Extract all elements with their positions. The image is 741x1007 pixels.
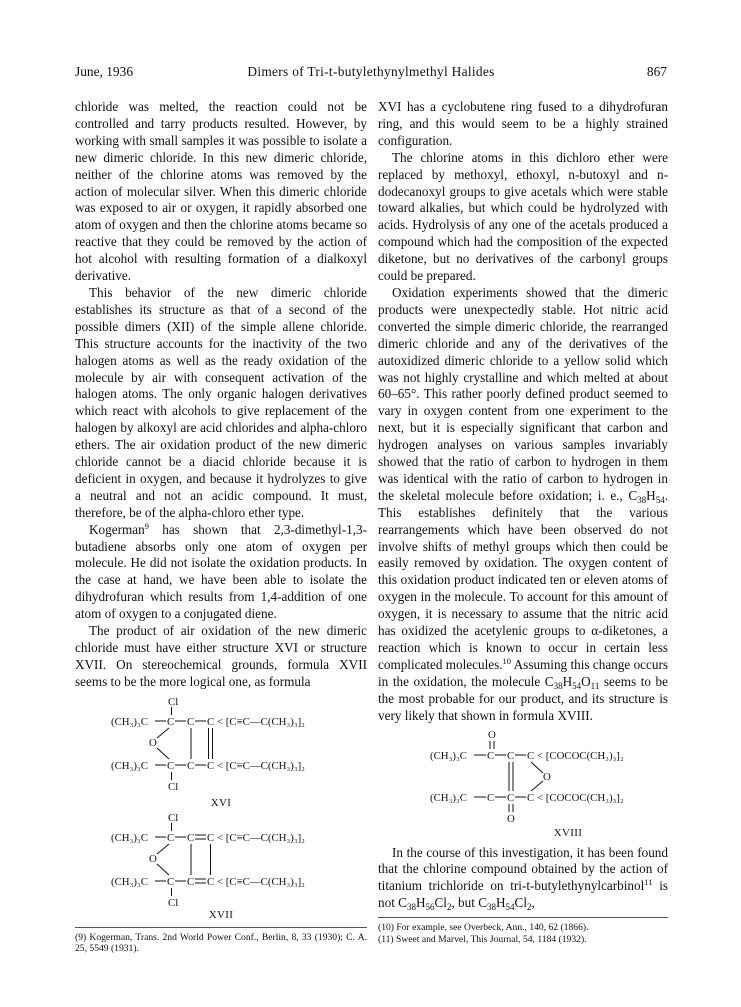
formula-xvii-drawing — [75, 811, 367, 923]
bond — [157, 728, 169, 738]
element-symbol: H — [415, 895, 426, 911]
paragraph: This behavior of the new dimeric chloride establishes its structure as that of a second of the possible dimers (XII) of the simple allene chloride. This structure accounts for the inactivity of the two halogen atoms as well as the ready oxidation of the molecule by air with consequent activation of the halogen atoms. The only organic halogen derivatives which react with alcohols to give replacement of the halogen by alkoxyl are acid chlorides and alpha-chloro ethers. The air oxidation product of the new dimeric chloride cannot be a diacid chloride because it is deficient in oxygen, and because it hydrolyzes to give a neutral and not an acidic compound. It must, therefore, be of the alpha-chloro ether type. — [75, 284, 367, 520]
formula-substituent: < [C≡C—C(CH₃)₃]₂ — [217, 759, 305, 772]
formula-group: (CH₃)₃C — [111, 715, 148, 728]
header-page-number: 867 — [646, 64, 667, 79]
element-symbol: H — [646, 487, 656, 503]
subscript: 2 — [527, 902, 532, 913]
paragraph — [75, 522, 367, 623]
footnote-ref: 9 — [144, 520, 149, 531]
formula-atom-cl: Cl — [168, 695, 179, 708]
paragraph-text: , but C — [451, 895, 487, 911]
running-header — [75, 64, 667, 80]
paragraph-text: Assuming this change occurs in the oxidation, the molecule C — [378, 656, 668, 689]
formula-substituent: < [COCOC(CH₃)₃]₂ — [537, 749, 624, 762]
formula-atom-c: C — [187, 759, 195, 772]
formula-atom-o: O — [488, 728, 496, 741]
paragraph-text: has shown that 2,3-dimethyl-1,3-butadiene absorbs only one atom of oxygen per molecule. He did not isolate the oxidation products. In the case at hand, we have been able to isolate the dihydrofuran which results from 1,4-addition of one atom of oxygen to a conjugated diene. — [75, 521, 367, 622]
paragraph-text: Oxidation experiments showed that the dimeric products were unexpectedly stable. Hot nitric acid converted the simple dimeric chloride, the rearranged dimeric chloride and any of the derivatives of the autoxidized dimeric chloride to a yellow solid which was not highly crystalline and which melted at about 60–65°. This rather poorly defined product seemed to vary in oxygen content from one experiment to the next, but it is especially significant that carbon and hydrogen analyses on various samples invariably showed that the ratio of carbon to hydrogen in them was identical with the ratio of carbon to hydrogen in the skeletal molecule before oxidation; i. e., C — [378, 284, 668, 503]
subscript: 2 — [446, 902, 452, 913]
bond — [157, 864, 169, 875]
element-symbol: H — [562, 673, 573, 689]
formula-group: (CH₃)₃C — [111, 831, 148, 844]
right-column — [378, 99, 668, 945]
formula-atom-c: C — [507, 791, 515, 804]
paragraph-text: . This establishes definitely that the various rearrangements which have been observed do not involve shifts of methyl groups which then could be easily removed by oxidation. The oxygen content of this oxidation product indicated ten or eleven atoms of oxygen in the molecule. To account for this amount of oxygen, it is necessary to assume that the nitric acid has oxidized the acetylenic groups to α-diketones, a reaction which is known to occur in certain less complicated molecules. — [378, 487, 668, 672]
paragraph — [378, 285, 668, 725]
formula-group: (CH₃)₃C — [430, 791, 467, 804]
element-symbol: O — [581, 673, 591, 689]
formula-label: XVI — [210, 796, 232, 809]
formula-xviii-drawing — [378, 728, 668, 843]
bond — [531, 762, 543, 773]
subscript: 54 — [655, 494, 665, 505]
left-column — [75, 99, 367, 955]
formula-atom-c: C — [207, 759, 215, 772]
subscript: 38 — [637, 494, 647, 505]
formula-group: (CH₃)₃C — [430, 749, 467, 762]
formula-group: (CH₃)₃C — [111, 759, 148, 772]
formula-atom-o: O — [149, 852, 157, 865]
paragraph: XVI has a cyclobutene ring fused to a dihydrofuran ring, and this would seem to be a highly strained configuration. — [378, 99, 668, 148]
formula-atom-c: C — [187, 875, 195, 888]
paragraph-text: In the course of this investigation, it has been found that the chlorine compound obtained by the action of titanium trichloride on tri-t-butylethynylcarbinol — [378, 844, 668, 894]
formula-substituent: < [C≡C—C(CH₃)₃]₂ — [217, 875, 305, 888]
footnote-9 — [75, 932, 367, 955]
footnote-10: (10) For example, see Overbeck, Ann., 140, 62 (1866). — [378, 922, 589, 934]
formula-substituent: < [C≡C—C(CH₃)₃]₂ — [217, 831, 305, 844]
subscript: 56 — [425, 902, 435, 913]
formula-atom-c: C — [167, 875, 175, 888]
formula-xviii — [378, 728, 668, 843]
subscript: 54 — [505, 902, 515, 913]
formula-group: (CH₃)₃C — [111, 875, 148, 888]
bond — [531, 781, 543, 791]
formula-xvi — [75, 693, 367, 811]
formula-atom-cl: Cl — [168, 811, 179, 824]
formula-atom-c: C — [507, 749, 515, 762]
header-date: June, 1936 — [75, 64, 134, 79]
footnote-ref: 11 — [644, 877, 653, 888]
formula-atom-o: O — [507, 812, 515, 825]
paragraph: The product of air oxidation of the new dimeric chloride must have either structure XVI or structure XVII. On stereochemical grounds, formula XVII seems to be the more logical one, as formula — [75, 623, 367, 689]
formula-xvii — [75, 811, 367, 923]
formula-atom-c: C — [167, 759, 175, 772]
formula-atom-cl: Cl — [168, 896, 179, 909]
bond — [157, 844, 169, 854]
subscript: 38 — [553, 680, 563, 691]
formula-atom-o: O — [543, 770, 551, 783]
formula-atom-c: C — [527, 749, 535, 762]
formula-label: XVII — [208, 908, 234, 921]
formula-atom-cl: Cl — [168, 780, 179, 793]
formula-label: XVIII — [553, 826, 583, 839]
paragraph-text: is not C — [378, 878, 669, 911]
formula-substituent: < [C≡C—C(CH₃)₃]₂ — [217, 715, 305, 728]
bond — [157, 748, 169, 759]
header-title: Dimers of Tri-t-butylethynylmethyl Halides — [247, 64, 495, 79]
element-symbol: Cl — [434, 895, 447, 911]
formula-atom-c: C — [207, 831, 215, 844]
footnote-ref: 10 — [502, 655, 512, 666]
subscript: 54 — [572, 680, 582, 691]
formula-atom-c: C — [207, 875, 215, 888]
element-symbol: H — [496, 895, 506, 911]
author-name: Kogerman — [89, 521, 145, 537]
formula-atom-c: C — [187, 831, 195, 844]
formula-atom-c: C — [167, 715, 175, 728]
footnote-11: (11) Sweet and Marvel, This Journal, 54, 1184 (1932). — [378, 933, 587, 945]
formula-atom-c: C — [527, 791, 535, 804]
formula-atom-c: C — [487, 749, 495, 762]
paragraph-text: seems to be the most probable for our product, and its structure is very likely that shown in formula XVIII. — [378, 673, 669, 723]
formula-atom-o: O — [149, 736, 157, 749]
subscript: 11 — [590, 680, 600, 691]
formula-xvi-drawing — [75, 693, 367, 811]
formula-atom-c: C — [187, 715, 195, 728]
formula-substituent: < [COCOC(CH₃)₃]₂ — [537, 791, 624, 804]
paragraph: chloride was melted, the reaction could not be controlled and tarry products resulted. However, by working with small samples it was possible to isolate a new dimeric chloride. In this new dimeric chloride, neither of the chlorine atoms was removed by the action of molecular silver. When this dimeric chloride was exposed to air or oxygen, it rapidly absorbed one atom of oxygen and then the chlorine atoms became so reactive that they could be removed by the action of hot alcohol with resulting formation of a dialkoxyl derivative. — [75, 99, 367, 284]
paragraph — [378, 845, 668, 913]
footnote-text: Kogerman, Trans. 2nd World Power Conf., Berlin, 8, 33 (1930); C. A. 25, 5549 (1931). — [75, 931, 367, 955]
footnotes — [378, 917, 668, 945]
footnote-mark: (9) — [75, 931, 87, 943]
formula-atom-c: C — [207, 715, 215, 728]
element-symbol: Cl — [514, 895, 527, 911]
paragraph: The chlorine atoms in this dichloro ether were replaced by methoxyl, ethoxyl, n-butoxyl and n-dodecanoxyl groups to give acetals which were stable toward alkalies, but which could be hydrolyzed with acids. Hydrolysis of any one of the acetals produced a compound which had the composition of the expected diketone, but no derivatives of the carbonyl groups could be prepared. — [378, 149, 668, 284]
formula-atom-c: C — [487, 791, 495, 804]
paragraph-text: , — [531, 895, 535, 911]
subscript: 38 — [487, 902, 496, 913]
footnotes — [75, 927, 367, 955]
subscript: 38 — [406, 902, 416, 913]
formula-atom-c: C — [167, 831, 175, 844]
